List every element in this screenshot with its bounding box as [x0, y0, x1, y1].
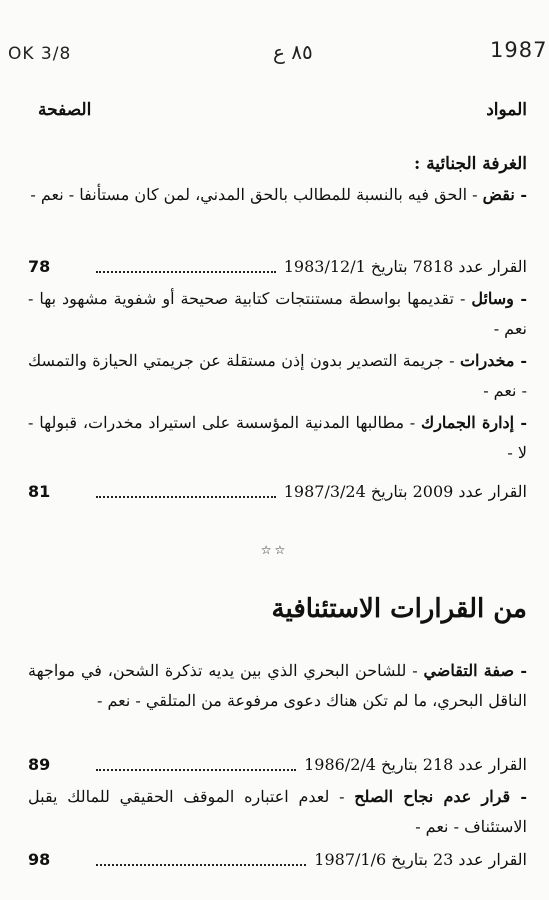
dot-leader [96, 270, 276, 273]
column-headers [38, 100, 527, 126]
appeal-decisions-title: من القرارات الاستئنافية [271, 594, 527, 624]
list-item [28, 656, 527, 716]
item-text: - مطالبها المدنية المؤسسة على استيراد مخدرات، قبولها - لا - [28, 413, 527, 462]
page-number: 81 [28, 481, 51, 501]
item-lead: - وسائل [471, 289, 527, 308]
dot-leader [96, 495, 276, 498]
handwritten-year: 1987 [490, 38, 548, 62]
decision-text: القرار عدد 23 بتاريخ 1987/1/6 [314, 849, 527, 869]
item-text: - جريمة التصدير بدون إذن مستقلة عن جريمتي الحيازة والتمسك - نعم - [28, 351, 527, 400]
item-lead: - مخدرات [459, 351, 527, 370]
handwritten-note-middle: ٨٥ ع [273, 40, 313, 64]
decision-reference [28, 845, 527, 873]
page-number: 89 [28, 754, 51, 774]
item-text: - الحق فيه بالنسبة للمطالب بالحق المدني، لمن كان مستأنفا - نعم - [30, 185, 483, 204]
dot-leader [96, 863, 306, 866]
item-text: - لعدم اعتباره الموقف الحقيقي للمالك يقبل الاستئناف - نعم - [28, 787, 527, 836]
item-text: - للشاحن البحري الذي بين يديه تذكرة الشحن، في مواجهة الناقل البحري، ما لم تكن هناك دعوى مرفوعة من المتلقي - نعم - [28, 661, 527, 710]
handwritten-note-left: OK 3/8 [8, 44, 72, 64]
decision-text: القرار عدد 7818 بتاريخ 1983/12/1 [283, 256, 527, 276]
list-item [28, 782, 527, 842]
section-separator-stars: ☆☆ [260, 543, 289, 557]
item-lead: - نقض [482, 185, 527, 204]
decision-text: القرار عدد 2009 بتاريخ 1987/3/24 [283, 481, 527, 501]
page-number: 98 [28, 849, 51, 869]
list-item [28, 284, 527, 344]
dot-leader [96, 768, 296, 771]
item-text: - تقديمها بواسطة مستنتجات كتابية صحيحة أو شفوية مشهود بها - نعم - [28, 289, 527, 338]
decision-reference [28, 252, 527, 280]
decision-text: القرار عدد 218 بتاريخ 1986/2/4 [304, 754, 527, 774]
list-item [28, 180, 527, 210]
list-item [28, 346, 527, 406]
item-lead: - صفة التقاضي [423, 661, 528, 680]
criminal-chamber-title: الغرفة الجنائية : [414, 154, 527, 174]
materials-header: المواد [486, 100, 527, 120]
decision-reference [28, 750, 527, 778]
decision-reference [28, 477, 527, 505]
item-lead: - إدارة الجمارك [421, 413, 527, 432]
page-number: 78 [28, 256, 51, 276]
list-item [28, 408, 527, 468]
page-header: الصفحة [38, 100, 92, 120]
item-lead: - قرار عدم نجاح الصلح [354, 787, 528, 806]
